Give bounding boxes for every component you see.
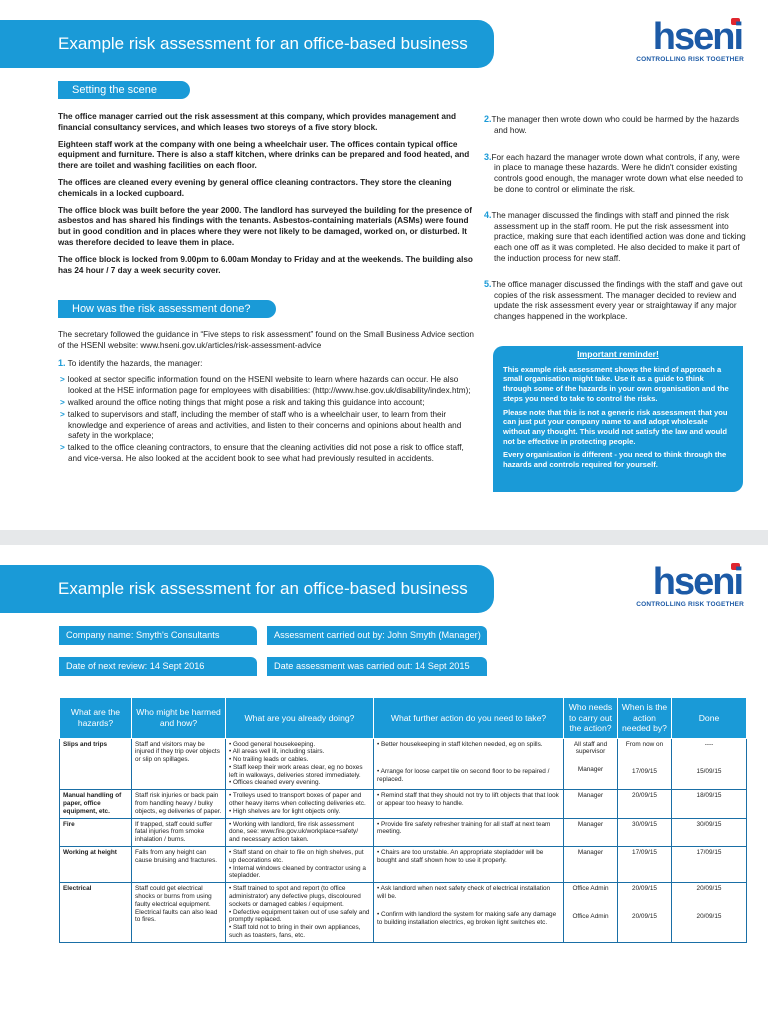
owner-cell: Manager (564, 847, 618, 883)
deadline-cell: 20/09/15 (618, 790, 672, 818)
table-row (60, 847, 747, 883)
list-item: > talked to the office cleaning contractors, to ensure that the cleaning activities did not pose a risk to office staff, and vice-versa. He also looked at the accident book to see what had previously resulted in accidents. (60, 443, 464, 463)
hseni-logo (628, 563, 748, 613)
risk-table (59, 697, 747, 943)
scene-paragraph: The office manager carried out the risk assessment at this company, which provides management and financial consultancy services, and which leases two storeys of a five story block. (58, 112, 456, 132)
logo-tagline: CONTROLLING RISK TOGETHER (636, 56, 744, 63)
column-header: What further action do you need to take? (374, 698, 564, 739)
action-cell: • Ask landlord when next safety check of electrical installation will be. • Confirm with landlord the system for making safe any damage to building installation electrics, eg broken light switches etc. (374, 883, 564, 943)
list-item: > walked around the office noting things that might pose a risk and taking this guidance into account; (60, 397, 425, 407)
deadline-cell: 20/09/15 20/09/15 (618, 883, 672, 943)
table-header-row (60, 698, 747, 739)
who-cell: If trapped, staff could suffer fatal injuries from smoke inhalation / burns. (132, 818, 226, 846)
doing-cell: • Staff stand on chair to file on high shelves, put up decorations etc. • Internal windows cleaned by contractor using a stepladder. (226, 847, 374, 883)
done-cell: ---- 15/09/15 (672, 738, 747, 790)
page-title: Example risk assessment for an office-based business (0, 565, 494, 613)
column-header: When is the action needed by? (618, 698, 672, 739)
section-heading-scene: Setting the scene (58, 81, 190, 99)
table-row (60, 818, 747, 846)
logo-word: hseni (652, 561, 742, 603)
action-cell: • Chairs are too unstable. An appropriate stepladder will be bought and staff shown how to use it properly. (374, 847, 564, 883)
scene-text (58, 112, 476, 282)
page-title: Example risk assessment for an office-based business (0, 20, 494, 68)
owner-cell: Manager (564, 818, 618, 846)
done-cell: 17/09/15 (672, 847, 747, 883)
column-header: Who might be harmed and how? (132, 698, 226, 739)
reminder-paragraph: Every organisation is different - you need to think through the hazards and controls required for yourself. (503, 450, 727, 470)
how-text (58, 330, 476, 466)
owner-cell: Office Admin Office Admin (564, 883, 618, 943)
reminder-paragraph: This example risk assessment shows the kind of approach a small organisation might take. Use it as a guide to think through some of the hazards in your own organisation and the steps you need to take to control the risks. (503, 364, 729, 403)
action-cell: • Better housekeeping in staff kitchen needed, eg on spills. • Arrange for loose carpet tile on second floor to be repaired / replaced. (374, 738, 564, 790)
deadline-cell: 17/09/15 (618, 847, 672, 883)
section-heading-how: How was the risk assessment done? (58, 300, 276, 318)
done-cell: 18/09/15 (672, 790, 747, 818)
hazard-cell: Working at height (60, 847, 132, 883)
step-item: 5.The office manager discussed the findings with the staff and gave out copies of the risk assessment. The manager decided to review and update the risk assessment every year or straightaway if any major changes happened in the workplace. (484, 278, 743, 322)
column-header: Done (672, 698, 747, 739)
assessment-date: Date assessment was carried out: 14 Sept 2015 (267, 657, 487, 676)
deadline-cell: From now on 17/09/15 (618, 738, 672, 790)
next-review-date: Date of next review: 14 Sept 2016 (59, 657, 257, 676)
assessor: Assessment carried out by: John Smyth (Manager) (267, 626, 487, 645)
logo-word: hseni (652, 16, 742, 58)
done-cell: 20/09/15 20/09/15 (672, 883, 747, 943)
scene-paragraph: The office block is locked from 9.00pm to 6.00am Monday to Friday and at the weekends. The building also has 24 hour / 7 day a week security cover. (58, 254, 473, 275)
deadline-cell: 30/09/15 (618, 818, 672, 846)
table-row (60, 738, 747, 790)
doing-cell: • Staff trained to spot and report (to office administrator) any defective plugs, discoloured sockets or damaged cables / equipment. • Defective equipment taken out of use safely and promptly replaced. • Staff told not to bring in their own appliances, such as toasters, fans, etc. (226, 883, 374, 943)
reminder-paragraph: Please note that this is not a generic risk assessment that you can just put your company name to and adopt wholesale without any thought. This would not satisfy the law and would not be effective in protecting people. (503, 407, 728, 446)
scene-paragraph: The offices are cleaned every evening by general office cleaning contractors. They store the cleaning chemicals in a locked cupboard. (58, 177, 452, 198)
hazard-cell: Electrical (60, 883, 132, 943)
step-item: 2.The manager then wrote down who could be harmed by the hazards and how. (484, 114, 740, 135)
action-cell: • Remind staff that they should not try to lift objects that that look or appear too heavy to handle. (374, 790, 564, 818)
done-cell: 30/09/15 (672, 818, 747, 846)
step-number: 1. (58, 357, 66, 368)
step-item: 4.The manager discussed the findings with staff and pinned the risk assessment up in the staff room. He put the risk assessment into practice, making sure that each identified action was done and ticking each one off as it was completed. He also decided to make it part of the induction process for new staff. (484, 209, 746, 263)
step-text: To identify the hazards, the manager: (67, 358, 203, 368)
scene-paragraph: Eighteen staff work at the company with one being a wheelchair user. The offices contain typical office equipment and furniture. There is also a staff kitchen, where drinks can be prepared and food heated, and there are toilet and washing facilities on each floor. (58, 139, 470, 171)
who-cell: Staff could get electrical shocks or burns from using faulty electrical equipment. Electrical faults can also lead to fires. (132, 883, 226, 943)
page-two (0, 545, 768, 1024)
table-row (60, 790, 747, 818)
who-cell: Staff and visitors may be injured if they trip over objects or slip on spillages. (132, 738, 226, 790)
who-cell: Staff risk injuries or back pain from handling heavy / bulky objects, eg deliveries of paper. (132, 790, 226, 818)
hseni-logo (628, 18, 748, 68)
doing-cell: • Good general housekeeping. • All areas well lit, including stairs. • No trailing leads or cables. • Staff keep their work areas clear, eg no boxes left in walkways, deliveries stored immediately. • Offices cleaned every evening. (226, 738, 374, 790)
company-name: Company name: Smyth's Consultants (59, 626, 257, 645)
intro-paragraph: The secretary followed the guidance in “Five steps to risk assessment” found on the Small Business Advice section of the HSENI website: www.hseni.gov.uk/articles/risk-assessment-advice (58, 330, 474, 350)
column-header: Who needs to carry out the action? (564, 698, 618, 739)
step-item: 3.For each hazard the manager wrote down what controls, if any, were in place to manage these hazards. Were he didn't consider existing controls good enough, the manager wrote down what else needed to be done to control or eliminate the risk. (484, 151, 743, 194)
column-header: What are you already doing? (226, 698, 374, 739)
reminder-heading: Important reminder! (577, 349, 659, 359)
hazard-cell: Manual handling of paper, office equipment, etc. (60, 790, 132, 818)
table-row (60, 883, 747, 943)
list-item: > looked at sector specific information found on the HSENI website to learn where hazards can occur. He also looked at the HSE information page for employees with disabilities: (http://www.hse.gov.uk/disability/index.htm); (60, 375, 471, 396)
action-cell: • Provide fire safety refresher training for all staff at next team meeting. (374, 818, 564, 846)
doing-cell: • Trolleys used to transport boxes of paper and other heavy items when collecting deliveries etc. • High shelves are for light objects only. (226, 790, 374, 818)
logo-tagline: CONTROLLING RISK TOGETHER (636, 601, 744, 608)
who-cell: Falls from any height can cause bruising and fractures. (132, 847, 226, 883)
hazard-cell: Slips and trips (60, 738, 132, 790)
scene-paragraph: The office block was built before the year 2000. The landlord has surveyed the building for the presence of asbestos and has shared his findings with the tenants. Asbestos-containing materials (ASMs) were found but in good condition and in places where they were not likely to be damaged, worked on, or disturbed. It was therefore decided to leave them in place. (58, 205, 473, 247)
owner-cell: All staff and supervisor Manager (564, 738, 618, 790)
owner-cell: Manager (564, 790, 618, 818)
steps-list (484, 114, 746, 323)
hazard-cell: Fire (60, 818, 132, 846)
list-item: > talked to supervisors and staff, including the member of staff who is a wheelchair user, to learn from their knowledge and experience of areas and activities, and listen to their concerns and opinions about health and safety in the workplace; (60, 409, 462, 441)
doing-cell: • Working with landlord, fire risk assessment done, see: www.fire.gov.uk/workplace+safety/ and necessary action taken. (226, 818, 374, 846)
column-header: What are the hazards? (60, 698, 132, 739)
page-separator (0, 530, 768, 545)
important-reminder-box (493, 346, 743, 492)
